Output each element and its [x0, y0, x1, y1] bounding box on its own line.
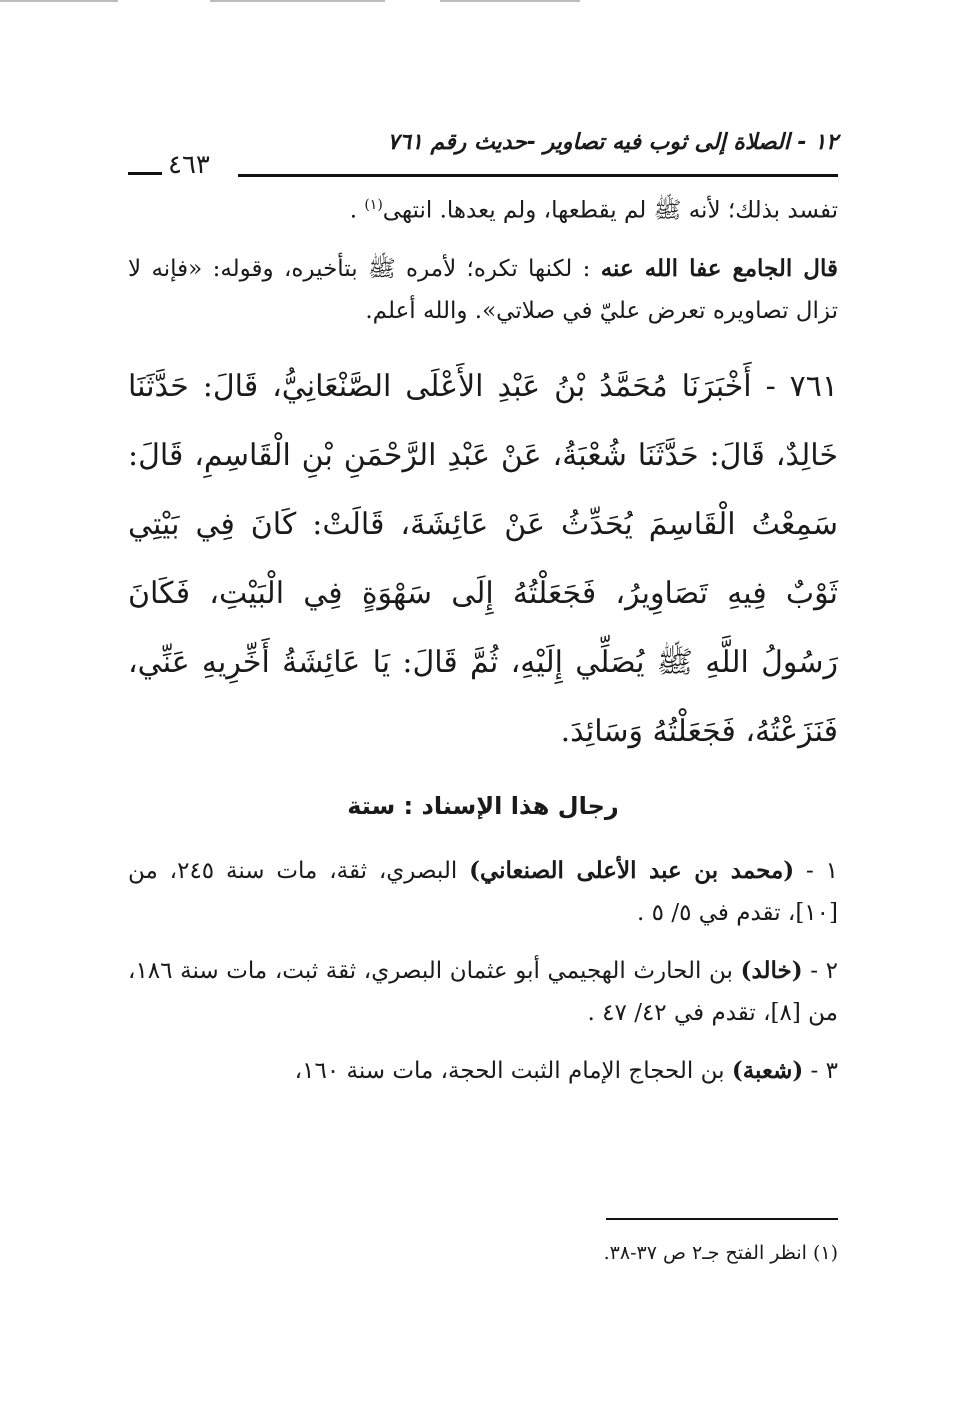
narrator-name: (شعبة) [731, 1056, 804, 1084]
intro-text: تفسد بذلك؛ لأنه ﷺ لم يقطعها، ولم يعدها. انتهى [382, 197, 838, 224]
intro-end: . [349, 197, 365, 224]
compiler-label: قال الجامع عفا الله عنه [600, 254, 839, 282]
narrator-entry [128, 1050, 838, 1092]
narrator-name: (محمد بن عبد الأعلى الصنعاني) [469, 856, 795, 884]
scan-edge-mark-left [0, 0, 118, 2]
book-page [128, 130, 839, 1264]
running-header [128, 130, 838, 182]
compiler-comment: : لكنها تكره؛ لأمره ﷺ بتأخيره، وقوله: «فإنه لا تزال تصاويره تعرض عليّ في صلاتي». والله أعلم. [128, 255, 838, 324]
narrator-entry [128, 850, 838, 934]
chapter-heading: ١٢ - الصلاة إلى ثوب فيه تصاوير -حديث رقم ٧٦١ [387, 130, 838, 155]
narrator-details: بن الحجاج الإمام الثبت الحجة، مات سنة ١٦٠، [294, 1057, 732, 1084]
hadith-text: ٧٦١ - أَخْبَرَنَا مُحَمَّدُ بْنُ عَبْدِ الأَعْلَى الصَّنْعَانِيُّ، قَالَ: حَدَّثَنَا خَالِدٌ، قَالَ: حَدَّثَنَا شُعْبَةُ، عَنْ عَبْدِ الرَّحْمَنِ بْنِ الْقَاسِمِ، قَالَ: سَمِعْتُ الْقَاسِمَ يُحَدِّثُ عَنْ عَائِشَةَ، قَالَتْ: كَانَ فِي بَيْتِي ثَوْبٌ فِيهِ تَصَاوِيرُ، فَجَعَلْتُهُ إِلَى سَهْوَةٍ فِي الْبَيْتِ، فَكَانَ رَسُولُ اللَّهِ ﷺ يُصَلِّي إِلَيْهِ، ثُمَّ قَالَ: يَا عَائِشَةُ أَخِّرِيهِ عَنِّي، فَنَزَعْتُهُ، فَجَعَلْتُهُ وَسَائِدَ. [128, 368, 838, 749]
scan-edge-mark-center [210, 0, 385, 2]
page-number: ٤٦٣ [168, 150, 210, 180]
intro-paragraph-1 [128, 184, 838, 232]
narrator-number: ١ - [794, 857, 838, 884]
header-rule [238, 174, 838, 177]
narrator-name: (خالد) [740, 956, 803, 984]
scan-edge-mark-right [440, 0, 580, 2]
page-number-dash [128, 172, 162, 175]
narrator-entry [128, 950, 838, 1034]
narrator-number: ٣ - [803, 1057, 838, 1084]
intro-paragraph-2 [128, 248, 838, 332]
narrator-details: بن الحارث الهجيمي أبو عثمان البصري، ثقة ثبت، مات سنة ١٨٦، من [٨]، تقدم في ٤٢/ ٤٧ . [128, 957, 838, 1026]
footnote-ref: (١) [364, 197, 383, 213]
narrator-details: البصري، ثقة، مات سنة ٢٤٥، من [١٠]، تقدم في ٥/ ٥ . [128, 857, 838, 926]
footnote-rule [606, 1218, 838, 1220]
footnote: (١) انظر الفتح جـ٢ ص ٣٧-٣٨. [603, 1242, 838, 1264]
narrator-number: ٢ - [802, 957, 838, 984]
section-title: رجال هذا الإسناد : ستة [347, 791, 619, 820]
